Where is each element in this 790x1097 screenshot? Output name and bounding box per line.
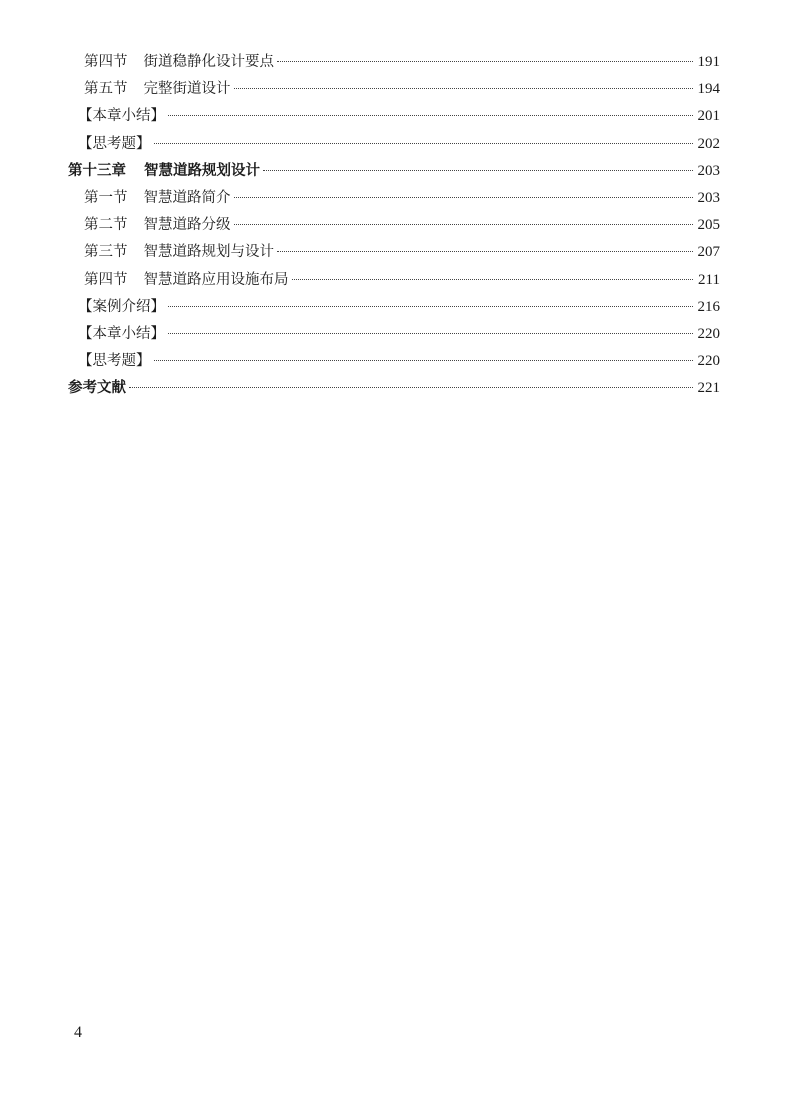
toc-entry-title: 街道稳静化设计要点 xyxy=(143,54,274,70)
dot-leader xyxy=(129,387,693,388)
toc-entry-title: 智慧道路应用设施布局 xyxy=(143,271,289,288)
toc-entry[interactable] xyxy=(68,186,720,213)
toc-entry-page: 191 xyxy=(697,54,720,70)
toc-entry[interactable] xyxy=(68,240,720,267)
dot-leader xyxy=(277,61,693,62)
dot-leader xyxy=(168,306,693,307)
toc-chapter-title: 参考文献 xyxy=(68,380,126,397)
toc-entry-page: 221 xyxy=(697,380,720,397)
toc-entry-page: 205 xyxy=(697,217,720,234)
toc-chapter-label: 第十三章 xyxy=(68,162,126,179)
toc-entry-page: 194 xyxy=(697,81,720,98)
toc-entry-title: 【思考题】 xyxy=(78,353,151,370)
toc-entry-label: 第四节 xyxy=(84,54,128,70)
toc-entry-label: 第五节 xyxy=(84,81,128,98)
dot-leader xyxy=(234,197,694,198)
dot-leader xyxy=(154,143,694,144)
toc-entry[interactable] xyxy=(68,77,720,104)
toc-entry-title: 【本章小结】 xyxy=(78,325,165,342)
toc-entry[interactable] xyxy=(68,213,720,240)
toc-entry[interactable] xyxy=(68,322,720,349)
toc-entry[interactable] xyxy=(68,295,720,322)
toc-entry[interactable] xyxy=(68,349,720,376)
toc-entry-title: 【思考题】 xyxy=(78,135,151,152)
dot-leader xyxy=(168,333,693,334)
toc-entry-label: 第三节 xyxy=(84,244,128,261)
toc-entry[interactable] xyxy=(68,132,720,159)
toc-entry[interactable] xyxy=(68,50,720,77)
toc-entry-title: 智慧道路简介 xyxy=(143,189,231,206)
toc-entry-label: 第二节 xyxy=(84,217,128,234)
toc-entry[interactable] xyxy=(68,104,720,131)
dot-leader xyxy=(277,251,693,252)
dot-leader xyxy=(234,88,694,89)
toc-references-entry[interactable] xyxy=(68,376,720,403)
toc-entry-page: 202 xyxy=(697,135,720,152)
dot-leader xyxy=(154,360,694,361)
toc-entry-title: 智慧道路分级 xyxy=(143,217,231,234)
table-of-contents xyxy=(68,50,720,403)
toc-entry-page: 220 xyxy=(697,353,720,370)
toc-entry-label: 第四节 xyxy=(84,271,128,288)
dot-leader xyxy=(234,224,694,225)
toc-entry-page: 216 xyxy=(697,298,720,315)
toc-entry-title: 完整街道设计 xyxy=(143,81,231,98)
toc-entry-page: 201 xyxy=(697,108,720,125)
toc-entry-label: 第一节 xyxy=(84,189,128,206)
toc-entry-title: 【本章小结】 xyxy=(78,108,165,125)
dot-leader xyxy=(292,279,694,280)
toc-chapter-title: 智慧道路规划设计 xyxy=(144,162,260,179)
toc-entry-title: 智慧道路规划与设计 xyxy=(143,244,274,261)
toc-chapter-entry[interactable] xyxy=(68,159,720,186)
toc-entry[interactable] xyxy=(68,268,720,295)
dot-leader xyxy=(263,170,693,171)
toc-entry-page: 220 xyxy=(697,325,720,342)
page-number: 4 xyxy=(74,1024,82,1041)
toc-entry-page: 203 xyxy=(697,189,720,206)
toc-entry-title: 【案例介绍】 xyxy=(78,298,165,315)
toc-entry-page: 207 xyxy=(697,244,720,261)
toc-entry-page: 211 xyxy=(698,271,720,288)
dot-leader xyxy=(168,115,693,116)
toc-entry-page: 203 xyxy=(697,162,720,179)
